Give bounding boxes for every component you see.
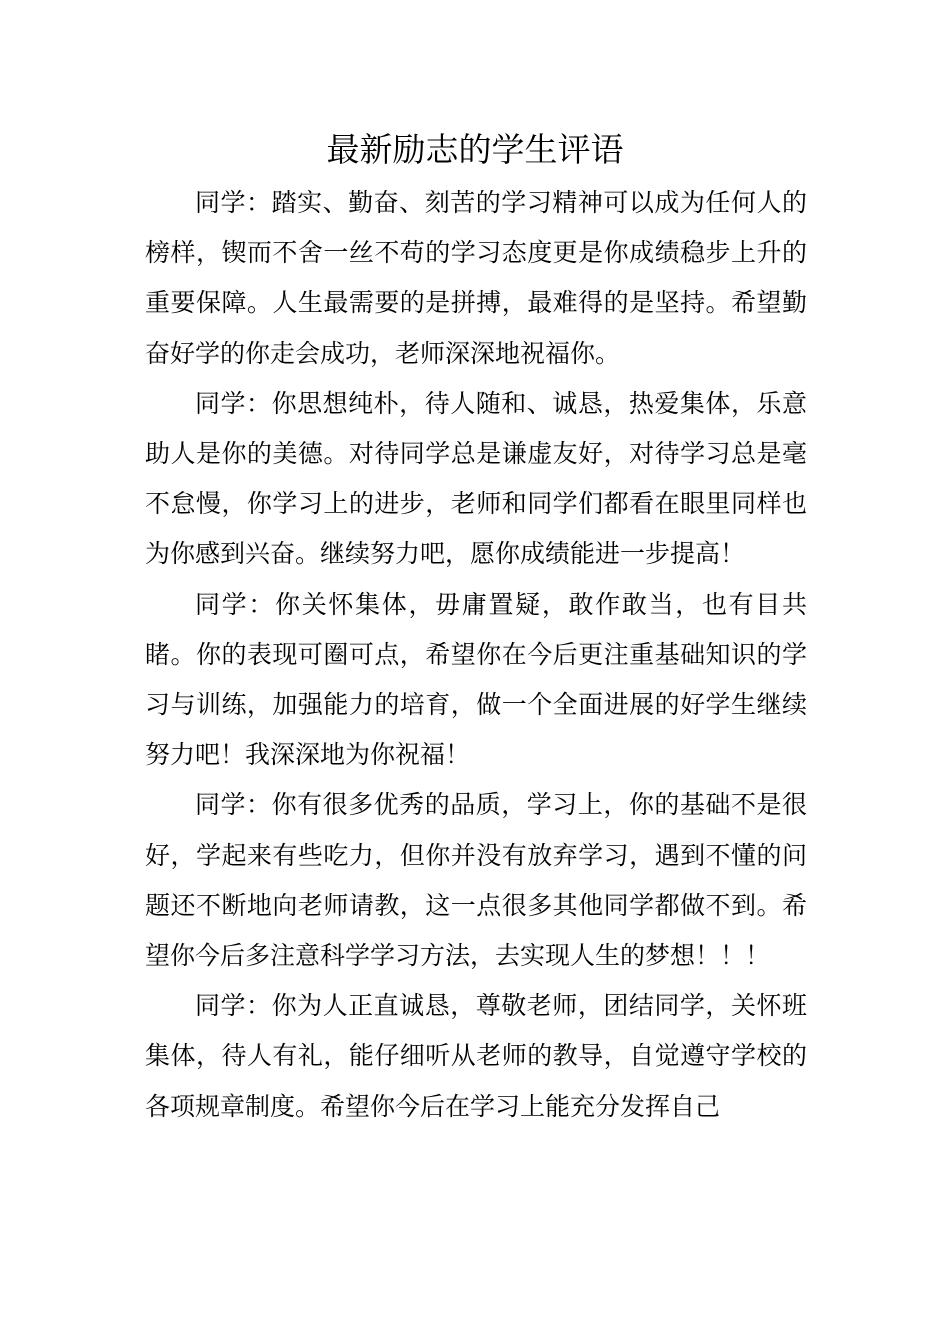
document-body [145, 178, 807, 1132]
comment-paragraph-3: 同学：你关怀集体，毋庸置疑，敢作敢当，也有目共睹。你的表现可圈可点，希望你在今后更注重基础知识的学习与训练，加强能力的培育，做一个全面进展的好学生继续努力吧！我深深地为你祝福！ [145, 589, 807, 770]
comment-paragraph-2: 同学：你思想纯朴，待人随和、诚恳，热爱集体，乐意助人是你的美德。对待同学总是谦虚友好，对待学习总是毫不怠慢，你学习上的进步，老师和同学们都看在眼里同样也为你感到兴奋。继续努力吧，愿你成绩能进一步提高！ [145, 388, 807, 569]
comment-paragraph-1: 同学：踏实、勤奋、刻苦的学习精神可以成为任何人的榜样，锲而不舍一丝不苟的学习态度更是你成绩稳步上升的重要保障。人生最需要的是拼搏，最难得的是坚持。希望勤奋好学的你走会成功，老师深深地祝福你。 [145, 188, 807, 368]
document-title: 最新励志的学生评语 [326, 130, 624, 169]
comment-paragraph-4: 同学：你有很多优秀的品质，学习上，你的基础不是很好，学起来有些吃力，但你并没有放弃学习，遇到不懂的问题还不断地向老师请教，这一点很多其他同学都做不到。希望你今后多注意科学学习方法，去实现人生的梦想！！！ [145, 790, 807, 971]
comment-paragraph-5: 同学：你为人正直诚恳，尊敬老师，团结同学，关怀班集体，待人有礼，能仔细听从老师的教导，自觉遵守学校的各项规章制度。希望你今后在学习上能充分发挥自己 [145, 991, 807, 1121]
